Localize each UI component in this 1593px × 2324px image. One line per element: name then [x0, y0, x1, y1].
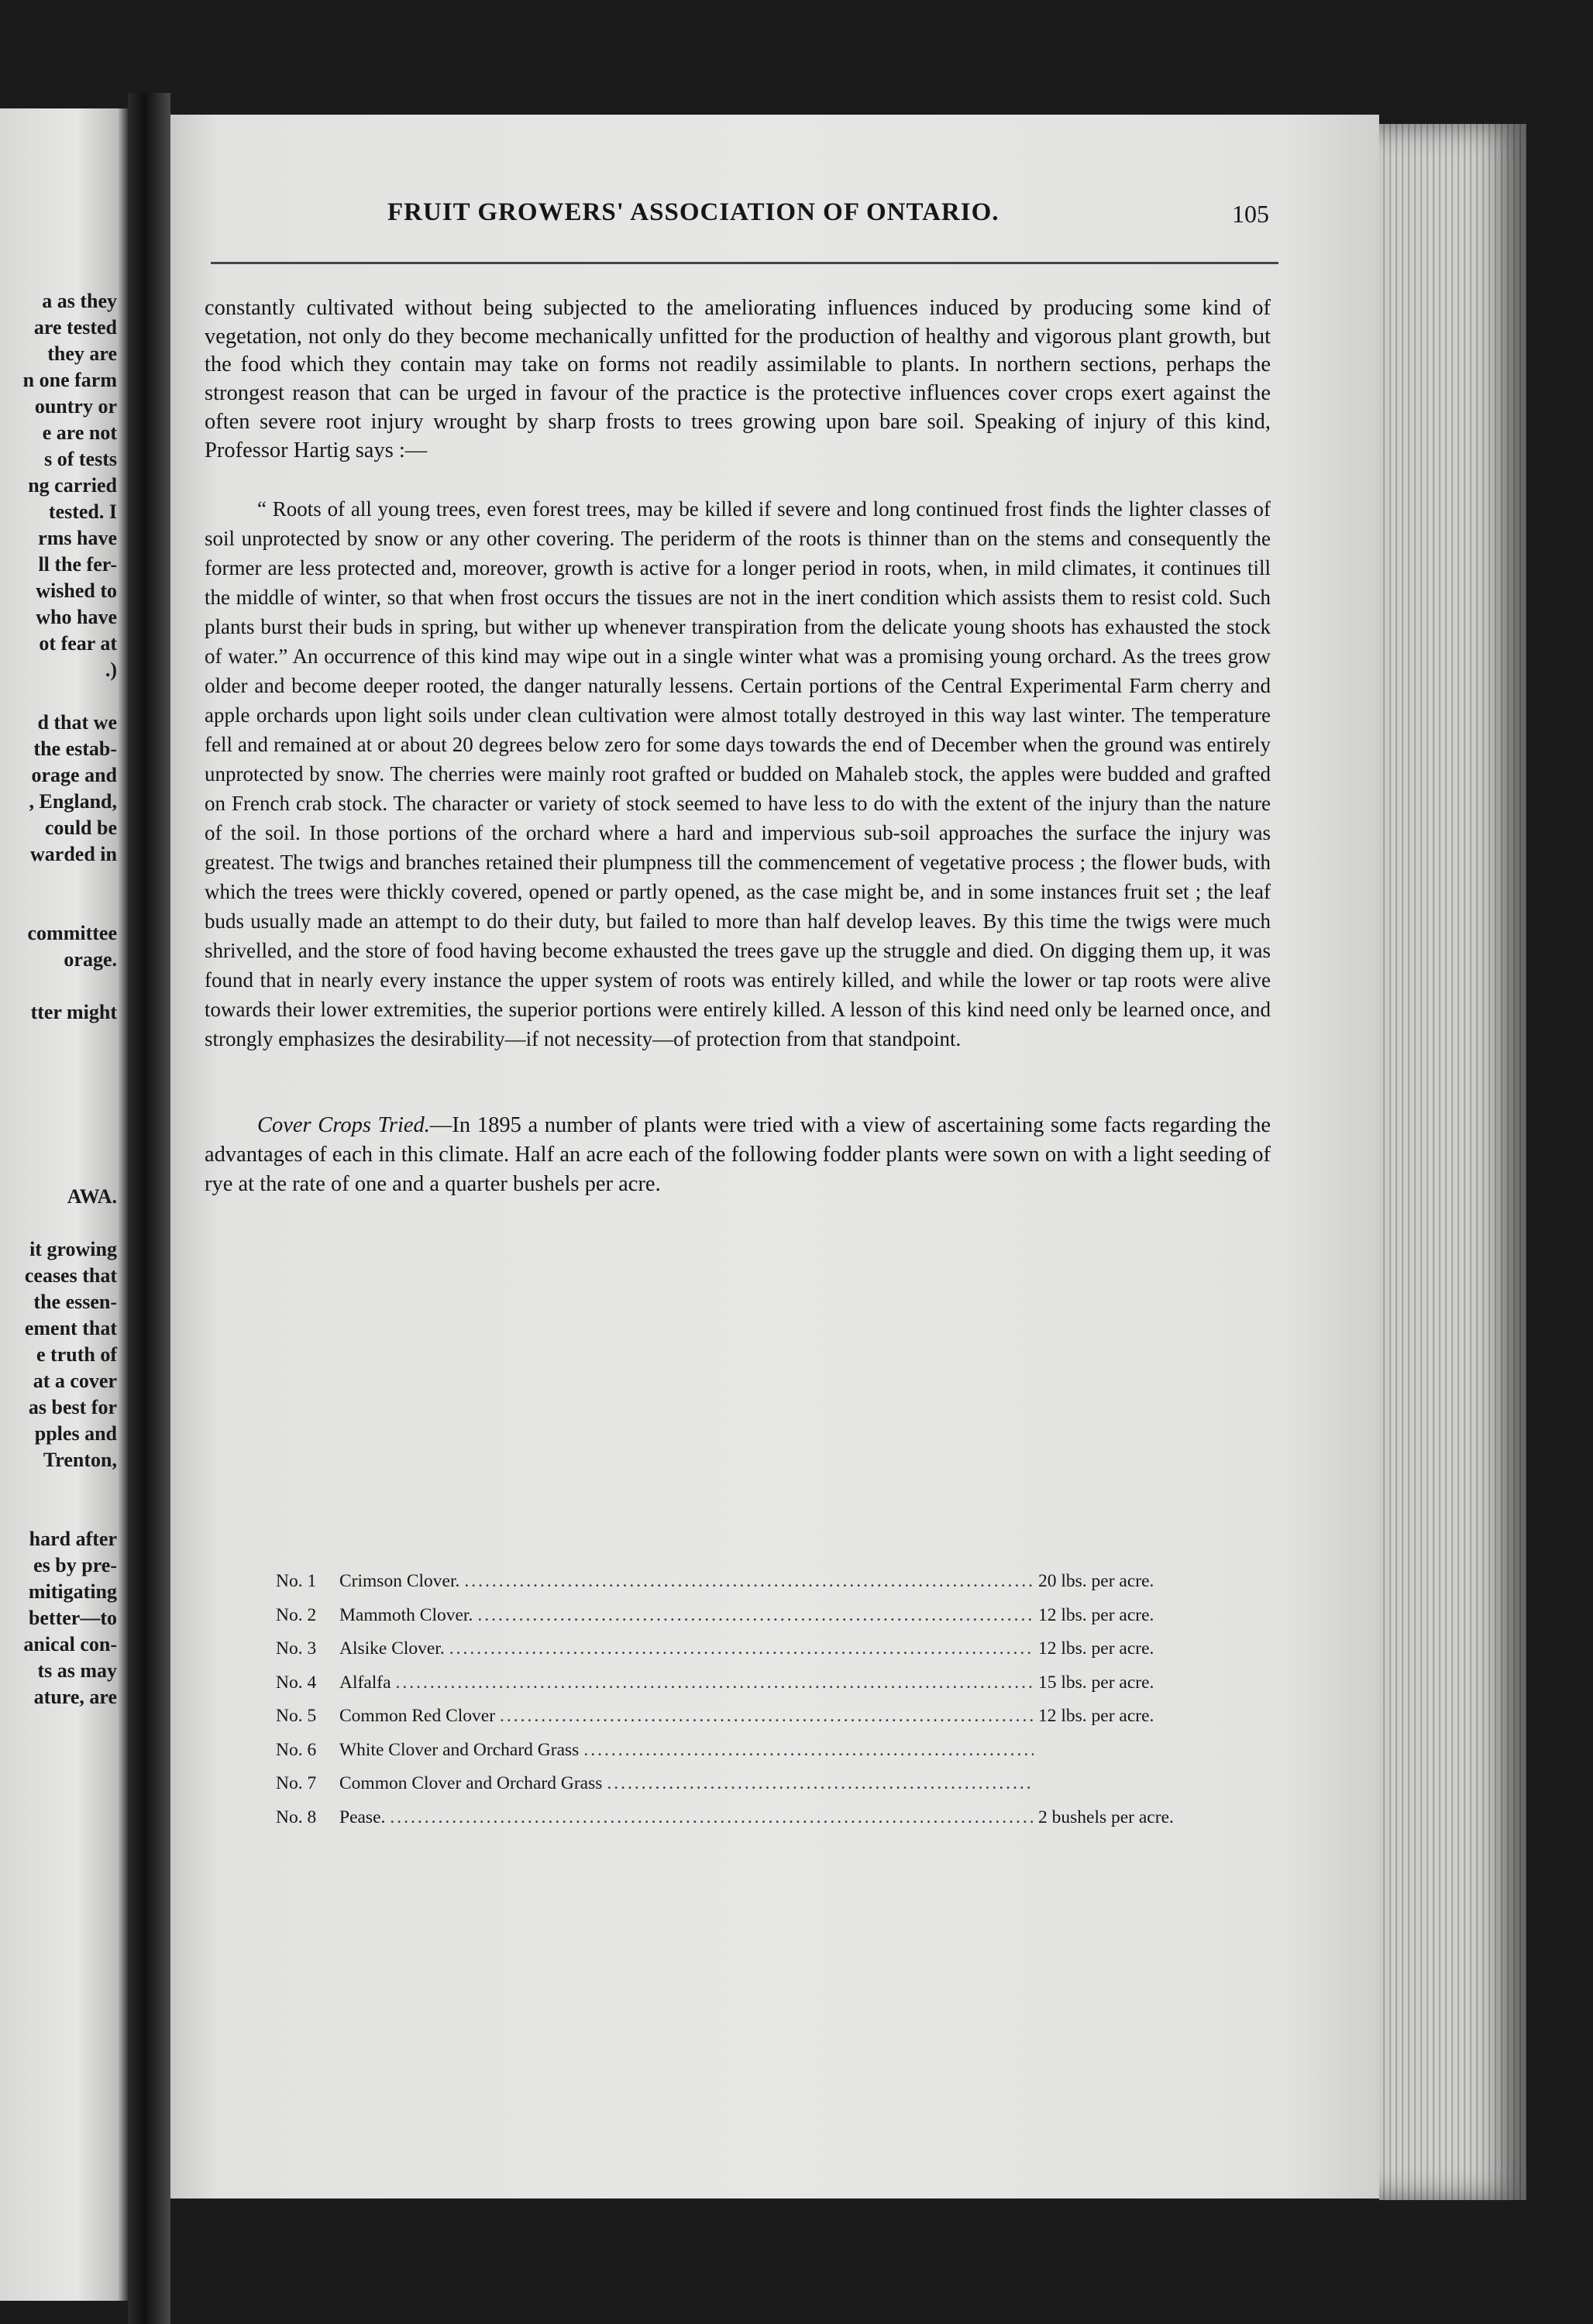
left-page-line: could be — [44, 816, 117, 839]
left-page-line: orage. — [64, 948, 117, 971]
crop-name: Common Clover and Orchard Grass — [339, 1773, 603, 1793]
crop-number: No. 2 — [276, 1604, 317, 1625]
crop-name: Mammoth Clover. — [339, 1604, 473, 1625]
left-page-line: at a cover — [33, 1370, 117, 1392]
left-page-line: mitigating — [28, 1580, 117, 1603]
hartig-quote-paragraph: “ Roots of all young trees, even forest trees, may be killed if severe and long continued frost finds the lighter classes of soil unprotected by snow or any other covering. The periderm of the roots is thinner than on the stems and consequently the former are less protected and, moreover, growth is active for a longer period in roots, when, in mild climates, it continues till the middle of winter, so that when frost occurs the tissues are not in the inert condition which assists them to resist cold. Such plants burst their buds in spring, but wither up whenever transpiration from the delicate young shoots has exhausted the stock of water.” An occurrence of this kind may wipe out in a single winter what was a promising young orchard. As the trees grow older and become deeper rooted, the danger naturally lessens. Certain portions of the Central Experimental Farm cherry and apple orchards upon light soils under clean cultivation were almost totally destroyed in this way last winter. The temperature fell and remained at or about 20 degrees below zero for some days towards the end of December when the ground was entirely unprotected by snow. The cherries were mainly root grafted or budded on Mahaleb stock, the apples were budded and grafted on French crab stock. The character or variety of stock seemed to have less to do with the extent of the injury than the nature of the soil. In those portions of the orchard where a hard and impervious sub-soil approaches the surface the injury was greatest. The twigs and branches retained their plumpness till the commencement of vegetative process ; the flower buds, with which the trees were thickly covered, opened or partly opened, as the case might be, and in some instances fruit set ; the leaf buds usually made an attempt to do their duty, but failed to more than half develop leaves. By this time the twigs were much shrivelled, and the store of food having become exhausted the trees gave up the struggle and died. On digging them up, it was found that in nearly every instance the upper system of roots was entirely killed, and while the lower or tap roots were alive towards their lower extremities, the superior portions were entirely killed. A lesson of this kind need only be learned once, and strongly emphasizes the desirability—if not necessity—of protection from that standpoint. — [205, 497, 1271, 1051]
crop-number: No. 3 — [276, 1638, 317, 1659]
cover-crops-paragraph — [205, 1111, 1271, 1199]
leader-dots — [607, 1767, 1034, 1801]
left-page-line: ceases that — [24, 1264, 117, 1287]
crop-row — [276, 1565, 1206, 1599]
left-page-line: ot fear at — [39, 632, 117, 655]
paragraph-continuation: constantly cultivated without being subjected to the ameliorating influences induced by producing some kind of vegetation, not only do they become mechanically unfitted for the production of healthy and vigorous plant growth, but the food which they contain may take on forms not readily assimilable to plants. In northern sections, perhaps the strongest reason that can be urged in favour of the practice is the protective influences cover crops exert against the often severe root injury wrought by sharp frosts to trees growing upon bare soil. Speaking of injury of this kind, Professor Hartig says :— — [205, 296, 1271, 462]
left-page-line — [0, 973, 117, 999]
left-page-line: tter might — [30, 1001, 117, 1023]
left-page-line — [0, 1500, 117, 1526]
crop-number: No. 4 — [276, 1672, 317, 1693]
crop-number: No. 7 — [276, 1773, 317, 1793]
crop-row — [276, 1599, 1206, 1633]
book-gutter — [128, 93, 170, 2324]
left-page-line: .) — [105, 658, 117, 681]
left-page-line: a as they — [42, 290, 117, 312]
cover-crops-text: —In 1895 a number of plants were tried with a view of ascertaining some facts regarding the advantages of each in this climate. Half an acre each of the following fodder plants were sown on with a light seeding of rye at the rate of one and a quarter bushels per acre. — [205, 1113, 1271, 1197]
leader-dots — [477, 1599, 1034, 1633]
crop-rate: 12 lbs. per acre. — [1038, 1706, 1154, 1726]
crop-row — [276, 1767, 1206, 1801]
left-page-line — [0, 1210, 117, 1236]
crop-name: Alfalfa — [339, 1672, 391, 1693]
left-page-line: AWA. — [67, 1185, 117, 1208]
left-page-line: warded in — [30, 843, 117, 865]
left-page-line — [0, 868, 117, 894]
leader-dots — [390, 1801, 1034, 1835]
left-page-line: ement that — [24, 1317, 117, 1339]
left-page-line — [0, 1078, 117, 1105]
left-page-line — [0, 1026, 117, 1052]
left-page-line: wished to — [36, 579, 117, 602]
page-number: 105 — [1232, 200, 1269, 228]
left-page-line: ountry or — [34, 395, 117, 418]
crop-row — [276, 1801, 1206, 1835]
crop-name: Common Red Clover — [339, 1706, 496, 1726]
left-page-line: ts as may — [37, 1659, 117, 1682]
left-page-text-fragments — [0, 288, 117, 1710]
left-page-line: they are — [47, 342, 117, 365]
crop-number: No. 8 — [276, 1807, 317, 1827]
crop-list — [276, 1565, 1206, 1834]
left-facing-page — [0, 108, 128, 2301]
left-page-line — [0, 683, 117, 710]
crop-row — [276, 1734, 1206, 1768]
left-page-line — [0, 1105, 117, 1131]
leader-dots — [500, 1700, 1034, 1734]
left-page-line: committee — [27, 922, 117, 944]
left-page-line: e truth of — [36, 1343, 117, 1366]
left-page-line — [0, 1052, 117, 1078]
left-page-line — [0, 1157, 117, 1184]
left-page-line: es by pre- — [33, 1554, 117, 1576]
left-page-line: hard after — [29, 1528, 117, 1550]
crop-rate: 12 lbs. per acre. — [1038, 1604, 1154, 1625]
crop-rate: 2 bushels per acre. — [1038, 1807, 1174, 1827]
left-page-line: ature, are — [33, 1686, 117, 1708]
crop-name: Alsike Clover. — [339, 1638, 445, 1659]
crop-row — [276, 1700, 1206, 1734]
left-page-line: it growing — [29, 1238, 117, 1260]
left-page-line: are tested — [33, 316, 117, 339]
left-page-line: n one farm — [22, 369, 117, 391]
left-page-line: tested. I — [48, 500, 117, 523]
crop-name: White Clover and Orchard Grass — [339, 1739, 580, 1760]
left-page-line: Trenton, — [43, 1449, 117, 1471]
crop-number: No. 5 — [276, 1706, 317, 1726]
cover-crops-heading: Cover Crops Tried. — [257, 1113, 430, 1138]
header-rule — [211, 262, 1278, 264]
left-page-line: rms have — [38, 527, 117, 549]
leader-dots — [396, 1666, 1034, 1700]
left-page-line: d that we — [37, 711, 117, 734]
left-page-line: ng carried — [28, 474, 117, 497]
left-page-line: orage and — [31, 764, 117, 786]
crop-rate: 15 lbs. per acre. — [1038, 1672, 1154, 1693]
left-page-line: the estab- — [33, 737, 117, 760]
left-page-line: e are not — [42, 421, 117, 444]
left-page-line: s of tests — [44, 448, 117, 470]
crop-rate: 20 lbs. per acre. — [1038, 1571, 1154, 1591]
running-head — [201, 194, 1286, 237]
left-page-line: the essen- — [33, 1291, 117, 1313]
leader-dots — [449, 1632, 1034, 1666]
left-page-line: who have — [36, 606, 117, 628]
left-page-line — [0, 894, 117, 920]
left-page-line — [0, 1131, 117, 1157]
crop-name: Crimson Clover. — [339, 1571, 460, 1591]
page-header-title: FRUIT GROWERS' ASSOCIATION OF ONTARIO. — [387, 198, 999, 226]
crop-number: No. 1 — [276, 1571, 317, 1591]
crop-name: Pease. — [339, 1807, 386, 1827]
left-page-line: pples and — [34, 1422, 117, 1445]
page-edges — [1379, 124, 1526, 2200]
left-page-line: , England, — [29, 790, 117, 813]
leader-dots — [583, 1734, 1034, 1768]
crop-row — [276, 1666, 1206, 1700]
body-text — [205, 294, 1271, 1199]
left-page-line: better—to — [28, 1607, 117, 1629]
crop-number: No. 6 — [276, 1739, 317, 1760]
left-page-line: anical con- — [23, 1633, 117, 1655]
crop-rate: 12 lbs. per acre. — [1038, 1638, 1154, 1659]
left-page-line: as best for — [28, 1396, 117, 1418]
left-page-line — [0, 1473, 117, 1500]
crop-row — [276, 1632, 1206, 1666]
left-page-line: ll the fer- — [38, 553, 117, 576]
leader-dots — [464, 1565, 1034, 1599]
